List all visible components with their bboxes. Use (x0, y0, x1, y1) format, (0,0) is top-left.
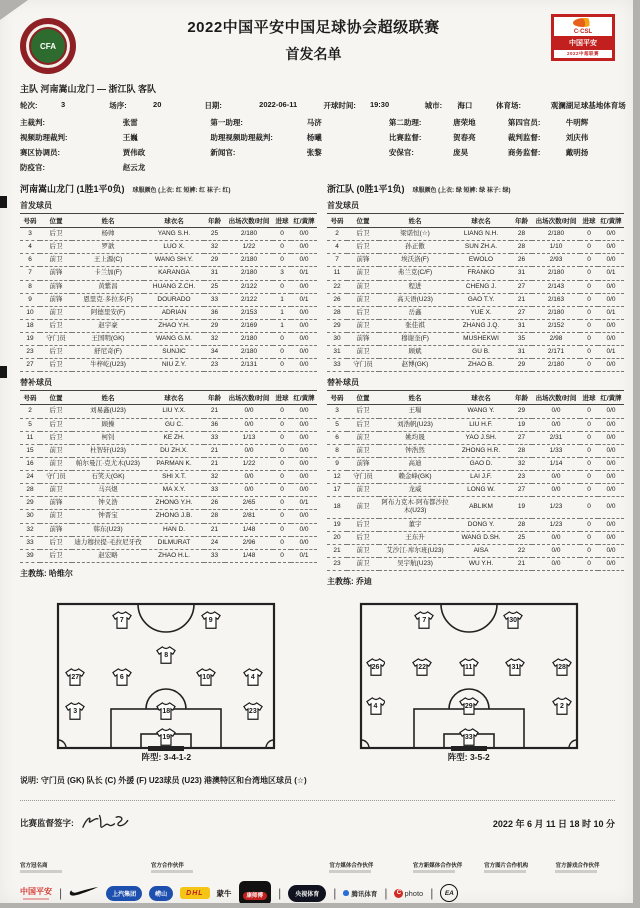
tencent-sports-logo: 腾讯体育 (343, 889, 377, 898)
column-header: 出场次数/时间 (532, 391, 580, 405)
info-pair: 赛区协调员: 贾伟政 (20, 148, 146, 157)
column-header: 进球 (580, 214, 598, 228)
officials-row-3 (20, 147, 615, 158)
info-pair: 安保官: 庞昊 (388, 148, 469, 157)
info-pair: 第一助理: 马济 (210, 118, 322, 127)
column-header: 年龄 (511, 214, 532, 228)
pingan-logo: 中国平安 (20, 886, 52, 901)
player-row: 12 守门员 赖金峰(GK) LAI J.F. 23 0/0 0 0/0 (327, 471, 624, 484)
away-formation-diagram (323, 601, 616, 763)
column-header: 年龄 (204, 391, 225, 405)
page-title: 2022中国平安中国足球协会超级联赛 (187, 19, 440, 36)
column-header: 年龄 (204, 214, 225, 228)
handwritten-signature (78, 811, 136, 835)
sponsor-separator: | (278, 886, 282, 900)
page-subtitle: 首发名单 (285, 46, 342, 62)
player-row: 24 守门员 石笑天(GK) SHI X.T. 32 0/0 0 0/0 (20, 471, 317, 484)
column-header: 红/黄牌 (291, 214, 317, 228)
column-header: 红/黄牌 (598, 214, 624, 228)
away-subs-table (327, 390, 624, 571)
nike-swoosh-logo (69, 884, 99, 902)
player-row: 11 后卫 柯钊 KE ZH. 33 1/13 0 0/0 (20, 431, 317, 444)
info-pair: 裁判监督: 刘庆伟 (507, 133, 589, 142)
away-kit-colors: 球服颜色 (上衣: 绿 短裤: 绿 袜子: 绿) (412, 188, 511, 194)
away-team-column (327, 182, 624, 587)
sponsor-separator: | (384, 886, 388, 900)
player-row: 20 后卫 王东升 WANG D.SH. 25 0/0 0 0/0 (327, 531, 624, 544)
info-pair: 体育场: 观澜湖足球基地体育场 (495, 101, 626, 110)
column-header: 位置 (40, 214, 72, 228)
player-row: 4 后卫 孙正傲 SUN ZH.A. 28 1/10 0 0/0 (327, 241, 624, 254)
player-row: 8 前卫 钟浩然 ZHONG H.R. 28 1/33 0 0/0 (327, 444, 624, 457)
player-shirt-icon: 10 (196, 668, 216, 686)
player-shirt-icon: 30 (503, 611, 523, 629)
info-pair: 防疫官: 赵云龙 (20, 163, 146, 172)
csl-logo: C·CSL 中国平安 2022中超联赛 (551, 14, 615, 61)
laoshan-logo: 崂山 (149, 886, 173, 901)
sponsor-separator: | (430, 886, 434, 900)
column-header: 球衣名 (144, 391, 204, 405)
player-row: 3 后卫 杨帅 YANG S.H. 25 2/180 0 0/0 (20, 228, 317, 241)
officials-row-2 (20, 132, 615, 143)
info-pair: 新闻官: 张黎 (210, 148, 322, 157)
column-header: 号码 (20, 214, 40, 228)
player-shirt-icon: 26 (366, 658, 386, 676)
player-row: 11 前卫 弗兰克(C/F) FRANKO 31 2/180 0 0/1 (327, 267, 624, 280)
away-starters-table (327, 213, 624, 372)
info-pair: 轮次: 3 (20, 100, 66, 110)
report-datetime: 2022 年 6 月 11 日 18 时 10 分 (492, 818, 615, 829)
info-pair: 第四官员: 牛明辉 (507, 118, 589, 127)
officials-row-4 (20, 162, 615, 173)
column-header: 球衣名 (451, 391, 511, 405)
player-row: 10 前卫 阿德里安(F) ADRIAN 36 2/153 1 0/0 (20, 306, 317, 319)
matchup-line: 主队 河南嵩山龙门 — 浙江队 客队 (20, 84, 157, 94)
player-row: 7 前锋 卡兰加(F) KARANGA 31 2/180 3 0/1 (20, 267, 317, 280)
away-formation-label: 阵型: 3-5-2 (447, 752, 490, 762)
home-kit-colors: 球服颜色 (上衣: 红 短裤: 红 袜子: 红) (132, 188, 231, 194)
sponsor-separator: | (333, 886, 337, 900)
player-row: 4 后卫 罗歆 LUO X. 32 1/22 0 0/0 (20, 241, 317, 254)
player-row: 18 前卫 阿布力克木·阿布都沙拉木(U23) ABLIKM 19 1/23 0 0/0 (327, 497, 624, 518)
home-starters-table (20, 213, 317, 372)
info-pair: 助理视频助理裁判: 杨曦 (210, 133, 322, 142)
cctv-sports-logo: 央视体育 (288, 885, 326, 902)
player-shirt-icon: 23 (243, 702, 263, 720)
column-header: 球衣名 (451, 214, 511, 228)
column-header: 姓名 (379, 391, 451, 405)
master-kong-logo: 康师傅 (239, 881, 272, 903)
column-header: 出场次数/时间 (225, 391, 273, 405)
player-row: 2 后卫 刘易鑫(U23) LIU Y.X. 21 0/0 0 0/0 (20, 405, 317, 418)
player-row: 31 前卫 顾斌 GU B. 31 2/171 0 0/1 (327, 346, 624, 359)
player-row: 5 后卫 刘浩帆(U23) LIU H.F. 19 0/0 0 0/0 (327, 418, 624, 431)
csl-flame-icon (573, 18, 593, 27)
scan-edge-mark (0, 196, 7, 208)
column-header: 号码 (327, 214, 347, 228)
player-row: 2 后卫 梁诺恒(☆) LIANG N.H. 28 2/180 0 0/0 (327, 228, 624, 241)
player-shirt-icon: 2 (552, 697, 572, 715)
away-subs-label: 替补球员 (327, 378, 359, 388)
player-row: 7 前锋 埃沃洛(F) EWOLO 26 2/93 0 0/0 (327, 254, 624, 267)
player-shirt-icon: 28 (552, 658, 572, 676)
column-header: 进球 (273, 391, 291, 405)
home-coach-line: 主教练: 哈维尔 (20, 568, 73, 578)
supervisor-signature-label: 比赛监督签字: (20, 811, 136, 835)
player-row: 27 后卫 牛梓屹(U23) NIU Z.Y. 23 2/131 0 0/0 (20, 359, 317, 372)
home-subs-table (20, 390, 317, 563)
player-shirt-icon: 33 (459, 728, 479, 746)
ea-sports-logo: EA (440, 884, 458, 902)
info-pair: 城市: 海口 (424, 101, 473, 110)
legend-line: 说明: 守门员 (GK) 队长 (C) 外援 (F) U23球员 (U23) 港澳特区和台湾地区球员 (☆) (20, 776, 307, 785)
away-coach-name: 乔迪 (355, 577, 372, 586)
column-header: 姓名 (379, 214, 451, 228)
player-row: 23 后卫 舒尼奇(F) SUNJIC 34 2/180 0 0/0 (20, 346, 317, 359)
column-header: 进球 (580, 391, 598, 405)
home-team-name: 河南嵩山龙门 (1胜1平0负) (20, 184, 125, 194)
player-shirt-icon: 31 (505, 658, 525, 676)
sponsor-separator: | (59, 886, 63, 900)
player-row: 18 后卫 赵宇豪 ZHAO Y.H. 29 2/169 1 0/0 (20, 319, 317, 332)
cfa-logo: CFA (20, 18, 76, 74)
photo-agency-logo: C photo (394, 889, 423, 898)
player-row: 9 前锋 高迪 GAO D. 32 1/14 0 0/0 (327, 457, 624, 470)
column-header: 姓名 (72, 214, 144, 228)
away-team-name: 浙江队 (0胜1平1负) (327, 184, 405, 194)
sponsor-footer (20, 861, 615, 903)
info-pair: 视频助理裁判: 王巍 (20, 133, 138, 142)
dhl-logo: DHL (180, 887, 209, 899)
column-header: 位置 (347, 391, 379, 405)
player-row: 28 前卫 马兴煜 MA X.Y. 33 0/0 0 0/0 (20, 484, 317, 497)
player-shirt-icon: 11 (459, 658, 479, 676)
player-row: 22 前卫 程进 CHENG J. 27 2/143 0 0/0 (327, 280, 624, 293)
column-header: 进球 (273, 214, 291, 228)
player-row: 17 前卫 龙威 LONG W. 27 0/0 0 0/0 (327, 484, 624, 497)
info-pair: 比赛监督: 贺春亮 (388, 133, 476, 142)
column-header: 位置 (40, 391, 72, 405)
player-shirt-icon: 9 (201, 611, 221, 629)
player-row: 29 前卫 张佳祺 ZHANG J.Q. 31 2/152 0 0/0 (327, 319, 624, 332)
player-shirt-icon: 22 (412, 658, 432, 676)
player-shirt-icon: 19 (156, 728, 176, 746)
player-shirt-icon: 18 (156, 702, 176, 720)
info-pair: 场序: 20 (109, 100, 162, 110)
column-header: 红/黄牌 (598, 391, 624, 405)
player-row: 32 前锋 韩东(U23) HAN D. 21 1/48 0 0/0 (20, 523, 317, 536)
player-row: 33 后卫 迪力穆拉提·毛拉尼牙孜 DILMURAT 24 2/96 0 0/0 (20, 536, 317, 549)
player-row: 19 后卫 董宇 DONG Y. 28 1/23 0 0/0 (327, 518, 624, 531)
mengniu-logo: 蒙牛 (216, 888, 232, 898)
scan-edge-mark (0, 366, 7, 378)
player-row: 23 前卫 吴宇航(U23) WU Y.H. 21 0/0 0 0/0 (327, 557, 624, 570)
info-pair: 主裁判: 张雷 (20, 118, 138, 127)
player-row: 39 后卫 赵宏略 ZHAO H.L. 33 1/48 0 0/1 (20, 549, 317, 562)
player-row: 21 前卫 艾沙江·库尔班(U23) AISA 22 0/0 0 0/0 (327, 544, 624, 557)
column-header: 球衣名 (144, 214, 204, 228)
home-coach-name: 哈维尔 (48, 568, 73, 578)
sponsor-category-labels: 官方冠名商 官方合作伙伴 官方媒体合作伙伴 官方新媒体合作伙伴 官方图片合作机构 官方游戏合作伙伴 (20, 861, 615, 873)
player-row: 26 前卫 高天语(U23) GAO T.Y. 21 2/163 0 0/0 (327, 293, 624, 306)
info-pair: 商务监督: 戴明扬 (507, 148, 589, 157)
player-row: 30 前卫 钟晋宝 ZHONG J.B. 28 2/81 0 0/0 (20, 510, 317, 523)
player-shirt-icon: 27 (65, 668, 85, 686)
home-formation-label: 阵型: 3-4-1-2 (141, 752, 192, 762)
home-subs-label: 替补球员 (20, 378, 52, 388)
column-header: 号码 (20, 391, 40, 405)
home-starters-label: 首发球员 (20, 201, 52, 210)
player-shirt-icon: 6 (112, 668, 132, 686)
column-header: 红/黄牌 (291, 391, 317, 405)
player-row: 9 前锋 恩里克·多拉多(F) DOURADO 33 2/122 1 0/1 (20, 293, 317, 306)
player-row: 19 守门员 王国明(GK) WANG G.M. 32 2/180 0 0/0 (20, 333, 317, 346)
player-row: 3 后卫 王瑒 WANG Y. 29 0/0 0 0/0 (327, 405, 624, 418)
player-shirt-icon: 4 (243, 668, 263, 686)
player-row: 6 前卫 姚均晟 YAO J.SH. 27 2/31 0 0/0 (327, 431, 624, 444)
column-header: 出场次数/时间 (225, 214, 273, 228)
player-row: 33 守门员 赵博(GK) ZHAO B. 29 2/180 0 0/0 (327, 359, 624, 372)
player-shirt-icon: 4 (366, 697, 386, 715)
player-shirt-icon: 8 (156, 646, 176, 664)
player-row: 29 前锋 钟义浩 ZHONG Y.H. 26 2/65 0 0/1 (20, 497, 317, 510)
player-shirt-icon: 3 (65, 702, 85, 720)
column-header: 位置 (347, 214, 379, 228)
column-header: 出场次数/时间 (532, 214, 580, 228)
saic-logo: 上汽集团 (106, 886, 142, 901)
info-pair: 开球时间: 19:30 (323, 100, 390, 110)
away-starters-label: 首发球员 (327, 201, 359, 210)
player-shirt-icon: 7 (112, 611, 132, 629)
column-header: 年龄 (511, 391, 532, 405)
player-row: 6 前卫 王上源(C) WANG SH.Y. 29 2/180 0 0/0 (20, 254, 317, 267)
player-row: 8 前锋 黄紫昌 HUANG Z.CH. 25 2/122 0 0/0 (20, 280, 317, 293)
player-row: 15 前卫 杜智轩(U23) DU ZH.X. 21 0/0 0 0/0 (20, 444, 317, 457)
player-shirt-icon: 7 (414, 611, 434, 629)
officials-row-1 (20, 117, 615, 128)
player-row: 28 后卫 岳鑫 YUE X. 27 2/180 0 0/1 (327, 306, 624, 319)
column-header: 姓名 (72, 391, 144, 405)
sponsor-logos-row (20, 881, 615, 903)
player-row: 16 前卫 帕尔曼江·克尤木(U23) PARMAN K. 21 1/22 0 0/0 (20, 457, 317, 470)
player-shirt-icon: 29 (459, 697, 479, 715)
info-pair: 日期: 2022-06-11 (204, 100, 298, 110)
away-coach-line: 主教练: 乔迪 (327, 577, 372, 586)
column-header: 号码 (327, 391, 347, 405)
match-info-row (20, 100, 626, 111)
home-formation-diagram (20, 601, 313, 763)
player-row: 30 前锋 穆谢奎(F) MUSHEKWI 35 2/98 0 0/0 (327, 333, 624, 346)
home-team-column (20, 182, 317, 587)
info-pair: 第二助理: 唐荣地 (388, 118, 476, 127)
player-row: 5 后卫 顾操 GU C. 36 0/0 0 0/0 (20, 418, 317, 431)
